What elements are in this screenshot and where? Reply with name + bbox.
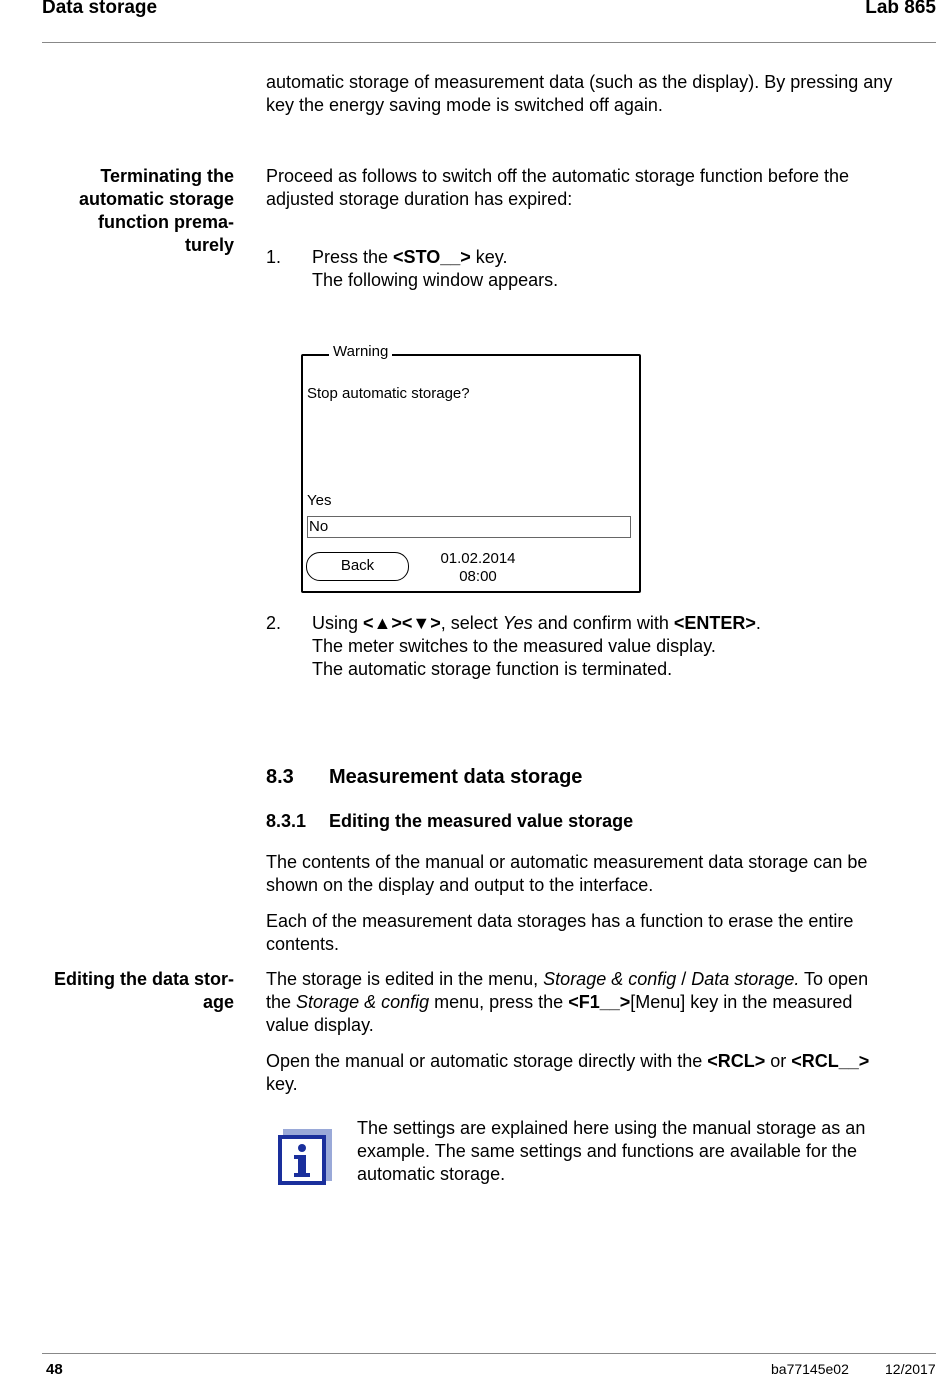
paragraph-editing bbox=[266, 968, 936, 1037]
step-1 bbox=[266, 246, 936, 292]
side-heading-line: Editing the data stor- bbox=[54, 969, 234, 989]
warning-dialog bbox=[301, 343, 641, 593]
terminate-line-2: adjusted storage duration has expired: bbox=[266, 189, 573, 209]
section-title: Editing the measured value storage bbox=[329, 811, 634, 831]
page-number: 48 bbox=[46, 1361, 63, 1378]
info-line: The settings are explained here using the manual storage as an bbox=[357, 1118, 866, 1138]
section-heading-8-3-1 bbox=[266, 811, 866, 835]
side-heading-editing bbox=[20, 968, 234, 1014]
paragraph-open-storage bbox=[266, 1050, 936, 1096]
document-id: ba77145e02 bbox=[771, 1361, 849, 1377]
menu-name: Storage & config bbox=[296, 992, 430, 1012]
paragraph-line: Open the manual or automatic storage directly with the <RCL> or <RCL__> bbox=[266, 1051, 870, 1071]
side-heading-terminating bbox=[20, 165, 234, 257]
paragraph-line: The storage is edited in the menu, Storage & config / Data storage. To open bbox=[266, 969, 869, 989]
nav-keys: <▲><▼> bbox=[363, 613, 441, 633]
step-2 bbox=[266, 612, 936, 682]
intro-line-1: automatic storage of measurement data (such as the display). By pressing any bbox=[266, 72, 893, 92]
dialog-title: Warning bbox=[329, 340, 392, 364]
info-line: automatic storage. bbox=[357, 1164, 506, 1184]
step-2-line-2: The meter switches to the measured value display. bbox=[312, 636, 716, 656]
dialog-date: 01.02.2014 bbox=[440, 550, 516, 567]
side-heading-line: Terminating the bbox=[100, 166, 234, 186]
document-date: 12/2017 bbox=[885, 1361, 936, 1377]
info-note-text bbox=[357, 1117, 937, 1186]
step-number: 1. bbox=[266, 247, 282, 267]
paragraph-line: shown on the display and output to the interface. bbox=[266, 875, 654, 895]
section-number: 8.3 bbox=[266, 766, 294, 788]
side-heading-line: turely bbox=[184, 235, 234, 255]
paragraph-line: key. bbox=[266, 1074, 298, 1094]
header-product-name: Lab 865 bbox=[865, 0, 936, 18]
dialog-option-no-selected[interactable]: No bbox=[307, 516, 631, 538]
step-2-line-1: Using <▲><▼>, select Yes and confirm with <ENTER>. bbox=[312, 613, 761, 633]
paragraph-line: Each of the measurement data storages has a function to erase the entire bbox=[266, 911, 854, 931]
paragraph-line: contents. bbox=[266, 934, 340, 954]
side-heading-line: automatic storage bbox=[78, 189, 234, 209]
back-button[interactable]: Back bbox=[306, 552, 409, 581]
section-heading-8-3 bbox=[266, 766, 866, 792]
step-1-line-2: The following window appears. bbox=[312, 270, 559, 290]
terminate-line-1: Proceed as follows to switch off the automatic storage function before the bbox=[266, 166, 849, 186]
menu-item: Data storage. bbox=[691, 969, 800, 989]
rcl-long-key: <RCL__> bbox=[791, 1051, 870, 1071]
header-section-title: Data storage bbox=[42, 0, 158, 18]
step-number: 2. bbox=[266, 613, 282, 633]
dialog-datetime bbox=[423, 550, 533, 586]
dialog-question: Stop automatic storage? bbox=[307, 385, 470, 402]
paragraph-erase bbox=[266, 910, 936, 956]
rcl-key: <RCL> bbox=[707, 1051, 766, 1071]
paragraph-line: The contents of the manual or automatic measurement data storage can be bbox=[266, 852, 868, 872]
intro-line-2: key the energy saving mode is switched off again. bbox=[266, 95, 663, 115]
paragraph-line: the Storage & config menu, press the <F1__>[Menu] key in the measured bbox=[266, 992, 853, 1012]
info-icon bbox=[278, 1129, 332, 1185]
sto-key: <STO__> bbox=[393, 247, 471, 267]
paragraph-line: value display. bbox=[266, 1015, 374, 1035]
side-heading-line: age bbox=[202, 992, 234, 1012]
side-heading-line: function prema- bbox=[97, 212, 234, 232]
paragraph-contents bbox=[266, 851, 936, 897]
step-2-line-3: The automatic storage function is terminated. bbox=[312, 659, 673, 679]
menu-name: Storage & config bbox=[543, 969, 677, 989]
step-1-line-1: Press the <STO__> key. bbox=[312, 247, 508, 267]
info-line: example. The same settings and functions are available for the bbox=[357, 1141, 857, 1161]
section-title: Measurement data storage bbox=[329, 766, 583, 788]
option-yes: Yes bbox=[502, 613, 533, 633]
intro-paragraph bbox=[266, 71, 936, 117]
f1-key: <F1__> bbox=[568, 992, 631, 1012]
header-rule bbox=[42, 42, 936, 43]
section-number: 8.3.1 bbox=[266, 811, 307, 831]
enter-key: <ENTER> bbox=[673, 613, 756, 633]
terminate-intro bbox=[266, 165, 936, 211]
dialog-option-yes[interactable]: Yes bbox=[307, 492, 332, 509]
footer-rule bbox=[42, 1353, 936, 1354]
dialog-time: 08:00 bbox=[459, 568, 497, 585]
